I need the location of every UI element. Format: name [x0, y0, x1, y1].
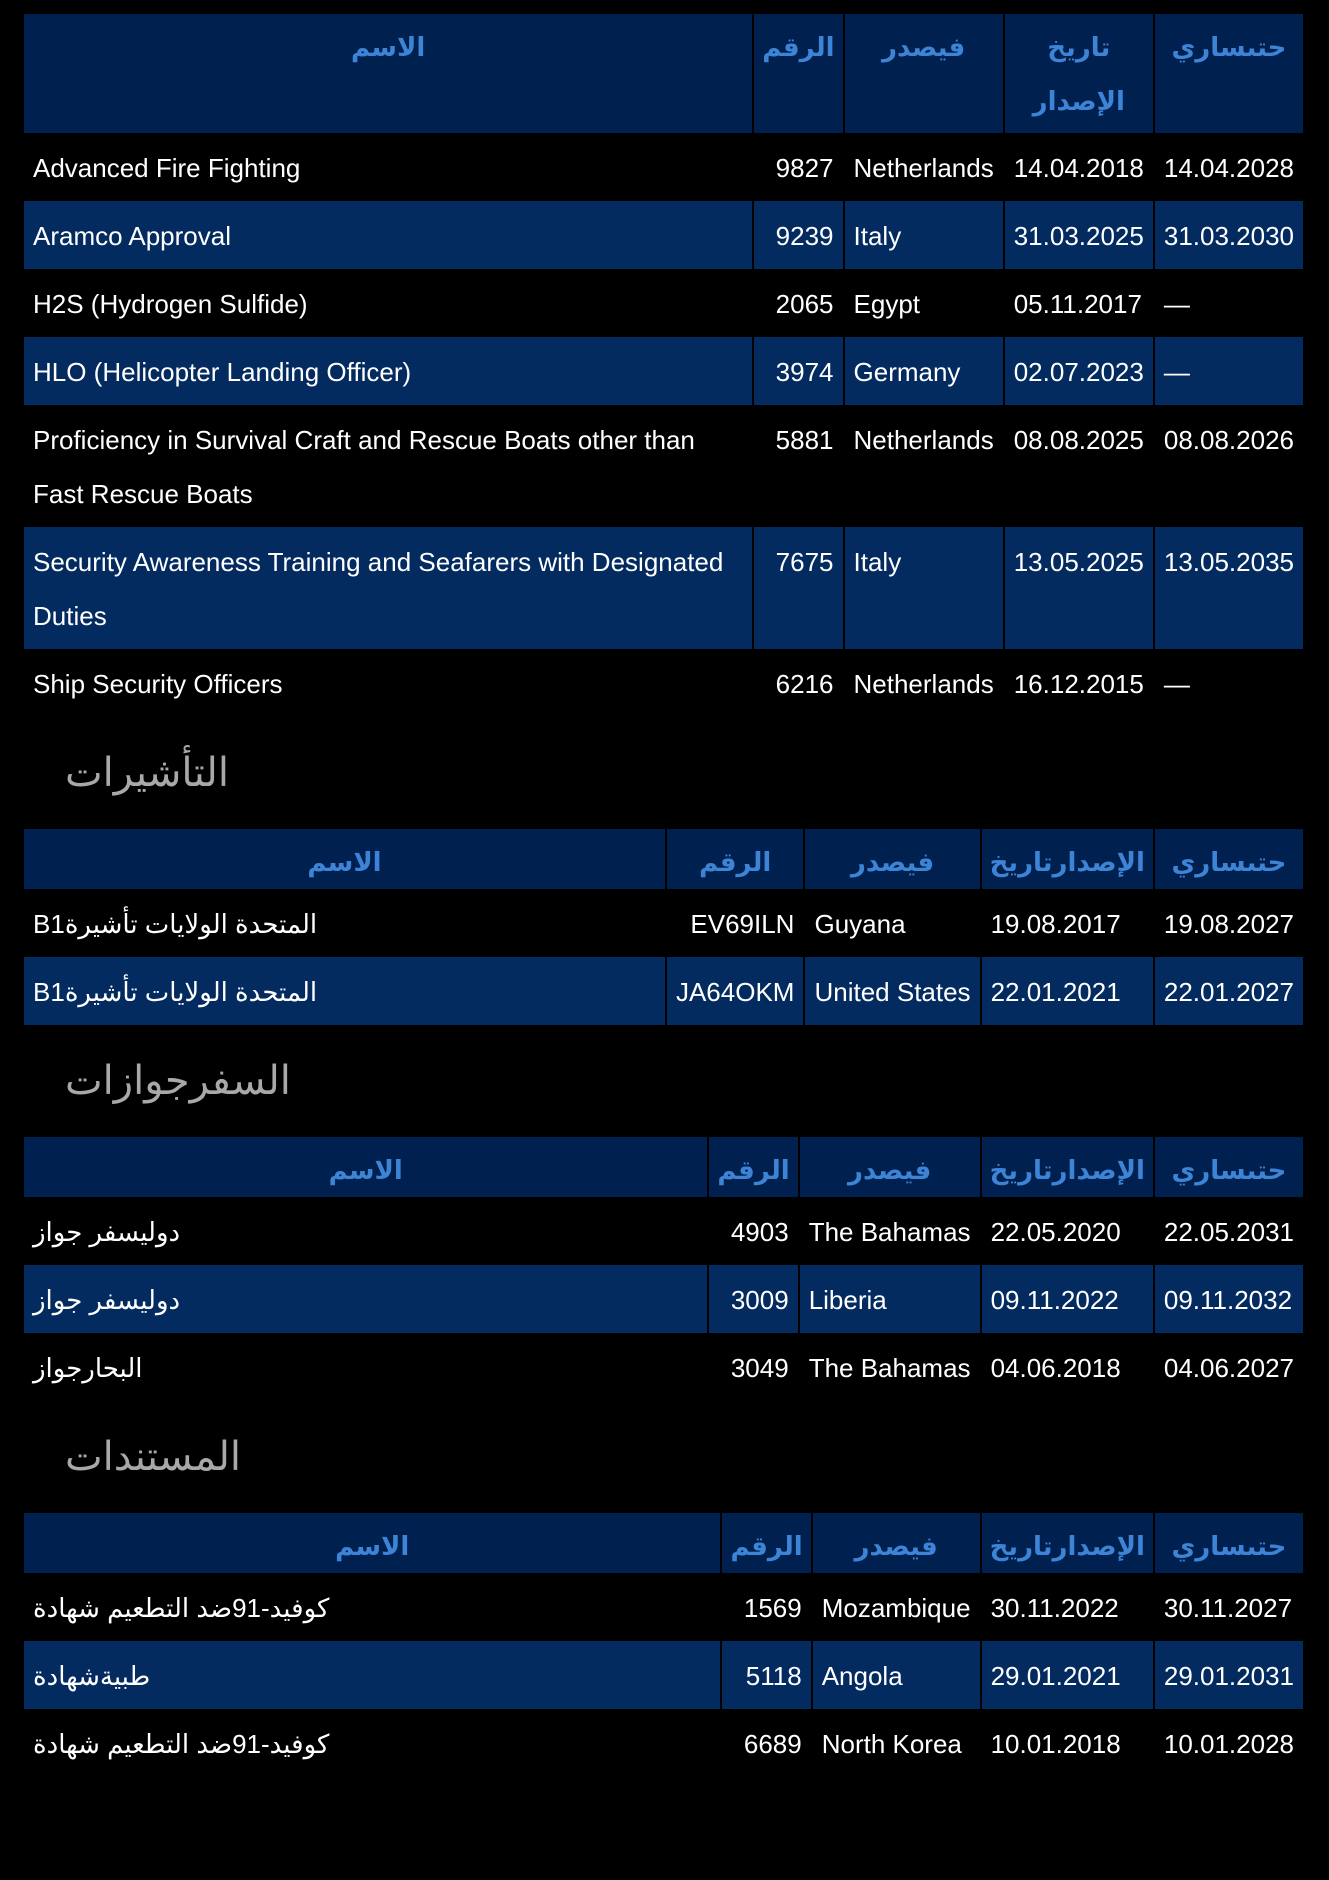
column-header-issued-by[interactable]: فيصدر	[805, 829, 979, 889]
cell-number: 9827	[775, 153, 834, 183]
cell-issue-date: 05.11.2017	[1013, 289, 1142, 319]
cell-issued-by: Netherlands	[853, 669, 994, 699]
cell-issued-by: North Korea	[821, 1729, 962, 1759]
cell-valid-until: 08.08.2026	[1163, 425, 1294, 455]
section-title: التأشيرات	[65, 751, 229, 795]
cell-number: 3974	[754, 337, 842, 405]
column-header-issue-date[interactable]: الإصدارتاريخ	[982, 1513, 1153, 1573]
header-row	[24, 829, 1303, 889]
cell-valid-until: 22.05.2031	[1163, 1217, 1294, 1247]
cell-name: Ship Security Officers	[33, 669, 283, 699]
column-header-number[interactable]: الرقم	[667, 829, 804, 889]
cell-issued-by: The Bahamas	[808, 1353, 971, 1383]
cell-issue-date: 22.01.2021	[982, 957, 1153, 1025]
cell-number: 9239	[754, 201, 842, 269]
cell-valid-until: 30.11.2027	[1163, 1593, 1293, 1623]
column-header-issued-by[interactable]: فيصدر	[813, 1513, 980, 1573]
cell-name: دوليسفر جواز	[33, 1217, 181, 1247]
table-row[interactable]	[24, 201, 1303, 269]
cell-issue-date: 09.11.2022	[982, 1265, 1153, 1333]
cell-issue-date: 08.08.2025	[1013, 425, 1144, 455]
cell-name: B1المتحدة الولايات تأشيرة	[33, 909, 318, 939]
cell-number: 1569	[743, 1593, 802, 1623]
column-header-name[interactable]: الاسم	[24, 1513, 720, 1573]
cell-number: 2065	[775, 289, 834, 319]
table-row[interactable]	[24, 957, 1303, 1025]
cell-valid-until: 13.05.2035	[1155, 527, 1303, 649]
table-row[interactable]	[24, 1333, 1303, 1401]
cell-valid-until: 22.01.2027	[1155, 957, 1303, 1025]
cell-number: JA64OKM	[667, 957, 804, 1025]
column-header-valid-until[interactable]: حتىساري	[1155, 1513, 1303, 1573]
table-row[interactable]	[24, 889, 1303, 957]
column-header-issued-by[interactable]: فيصدر	[800, 1137, 980, 1197]
cell-issued-by: Mozambique	[821, 1593, 971, 1623]
section-title: المستندات	[65, 1435, 242, 1479]
table-row[interactable]	[24, 1641, 1303, 1709]
cell-number: 3049	[730, 1353, 789, 1383]
column-header-name[interactable]: الاسم	[24, 1137, 707, 1197]
column-header-valid-until[interactable]: حتىساري	[1155, 14, 1303, 133]
cell-name: البحارجواز	[33, 1353, 143, 1383]
cell-name: B1المتحدة الولايات تأشيرة	[24, 957, 665, 1025]
cell-number: EV69ILN	[690, 909, 795, 939]
documents-table	[22, 1513, 1305, 1777]
header-row	[24, 1513, 1303, 1573]
cell-issued-by: Egypt	[853, 289, 921, 319]
cell-issue-date: 19.08.2017	[990, 909, 1121, 939]
table-row[interactable]	[24, 1197, 1303, 1265]
cell-number: 3009	[709, 1265, 797, 1333]
cell-valid-until: 19.08.2027	[1163, 909, 1294, 939]
passports-table	[22, 1137, 1305, 1401]
cell-issue-date: 30.11.2022	[990, 1593, 1119, 1623]
table-row[interactable]	[24, 1265, 1303, 1333]
column-header-name[interactable]: الاسم	[24, 14, 752, 133]
cell-name: دوليسفر جواز	[24, 1265, 707, 1333]
cell-name: H2S (Hydrogen Sulfide)	[33, 289, 308, 319]
table-row[interactable]	[24, 1709, 1303, 1777]
cell-issued-by: The Bahamas	[808, 1217, 971, 1247]
column-header-number[interactable]: الرقم	[722, 1513, 810, 1573]
cell-issued-by: Guyana	[814, 909, 906, 939]
section-title: السفرجوازات	[65, 1059, 291, 1103]
column-header-number[interactable]: الرقم	[754, 14, 842, 133]
table-row[interactable]	[24, 527, 1303, 649]
cell-valid-until: 31.03.2030	[1155, 201, 1303, 269]
column-header-issue-date[interactable]: الإصدارتاريخ	[982, 829, 1153, 889]
cell-issued-by: Italy	[845, 527, 1003, 649]
cell-number: 4903	[730, 1217, 789, 1247]
cell-valid-until: —	[1155, 337, 1303, 405]
cell-number: 5881	[775, 425, 834, 455]
cell-issue-date: 14.04.2018	[1013, 153, 1144, 183]
cell-valid-until: 14.04.2028	[1163, 153, 1294, 183]
cell-issued-by: Germany	[845, 337, 1003, 405]
cell-valid-until: 04.06.2027	[1163, 1353, 1294, 1383]
cell-issue-date: 16.12.2015	[1013, 669, 1144, 699]
cell-issue-date: 31.03.2025	[1005, 201, 1153, 269]
cell-issued-by: Italy	[845, 201, 1003, 269]
cell-issue-date: 10.01.2018	[990, 1729, 1121, 1759]
cell-issued-by: United States	[805, 957, 979, 1025]
certificates-table	[22, 14, 1305, 717]
table-row[interactable]	[24, 337, 1303, 405]
cell-valid-until: 10.01.2028	[1163, 1729, 1294, 1759]
table-row[interactable]	[24, 649, 1303, 717]
cell-name: Proficiency in Survival Craft and Rescue Boats other than Fast Rescue Boats	[33, 425, 695, 509]
column-header-valid-until[interactable]: حتىساري	[1155, 829, 1303, 889]
cell-number: 5118	[722, 1641, 810, 1709]
cell-valid-until: 29.01.2031	[1155, 1641, 1303, 1709]
column-header-number[interactable]: الرقم	[709, 1137, 797, 1197]
cell-issue-date: 29.01.2021	[982, 1641, 1153, 1709]
cell-number: 7675	[754, 527, 842, 649]
column-header-name[interactable]: الاسم	[24, 829, 665, 889]
cell-number: 6216	[775, 669, 834, 699]
cell-issue-date: 02.07.2023	[1005, 337, 1153, 405]
cell-name: HLO (Helicopter Landing Officer)	[24, 337, 752, 405]
table-row[interactable]	[24, 1573, 1303, 1641]
cell-valid-until: —	[1163, 289, 1190, 319]
cell-issued-by: Liberia	[800, 1265, 980, 1333]
table-row[interactable]	[24, 269, 1303, 337]
header-row	[24, 14, 1303, 133]
cell-valid-until: —	[1163, 669, 1190, 699]
visas-table	[22, 829, 1305, 1025]
cell-issued-by: Netherlands	[853, 425, 994, 455]
cell-name: Security Awareness Training and Seafarers with Designated Duties	[24, 527, 752, 649]
table-row[interactable]	[24, 133, 1303, 201]
cell-name: كوفيد-91ضد التطعيم شهادة	[33, 1729, 330, 1759]
cell-name: Aramco Approval	[24, 201, 752, 269]
cell-issued-by: Angola	[813, 1641, 980, 1709]
cell-name: Advanced Fire Fighting	[33, 153, 301, 183]
header-row	[24, 1137, 1303, 1197]
cell-issue-date: 13.05.2025	[1005, 527, 1153, 649]
cell-name: كوفيد-91ضد التطعيم شهادة	[33, 1593, 330, 1623]
cell-issue-date: 22.05.2020	[990, 1217, 1121, 1247]
table-row[interactable]	[24, 405, 1303, 527]
column-header-issued-by[interactable]: فيصدر	[845, 14, 1003, 133]
cell-number: 6689	[743, 1729, 802, 1759]
column-header-issue-date[interactable]: الإصدارتاريخ	[982, 1137, 1153, 1197]
column-header-issue-date[interactable]: تاريخ الإصدار	[1005, 14, 1153, 133]
cell-name: طبيةشهادة	[24, 1641, 720, 1709]
column-header-valid-until[interactable]: حتىساري	[1155, 1137, 1303, 1197]
cell-issue-date: 04.06.2018	[990, 1353, 1121, 1383]
cell-valid-until: 09.11.2032	[1155, 1265, 1303, 1333]
cell-issued-by: Netherlands	[853, 153, 994, 183]
